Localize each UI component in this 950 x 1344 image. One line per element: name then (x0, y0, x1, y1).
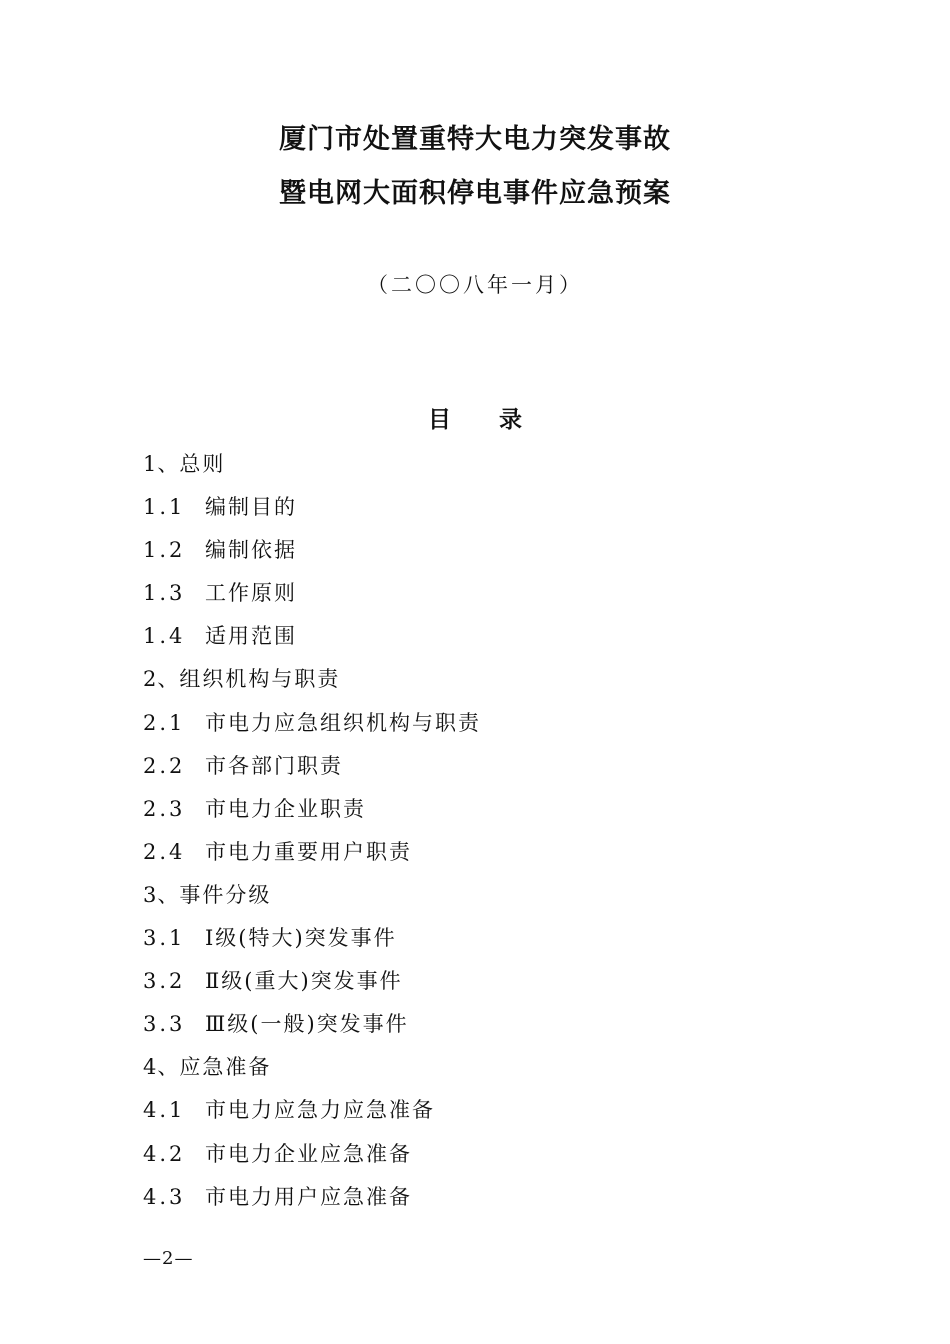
toc-item-number: 3、 (143, 882, 180, 907)
toc-item (143, 834, 843, 877)
toc-item (143, 661, 843, 704)
page-number: —2— (143, 1248, 194, 1269)
toc-item-number: 2.1 (143, 710, 186, 735)
toc-item-text: 市各部门职责 (205, 753, 343, 778)
toc-item (143, 877, 843, 920)
toc-item-number: 3.2 (143, 969, 186, 994)
toc-item (143, 1092, 843, 1135)
table-of-contents (143, 446, 843, 1222)
toc-item-number: 4.3 (143, 1184, 186, 1209)
toc-item-text: 市电力用户应急准备 (205, 1184, 412, 1209)
toc-item-number: 1.2 (143, 538, 186, 563)
toc-item (143, 489, 843, 532)
toc-item (143, 618, 843, 661)
toc-item-text: Ⅱ级(重大)突发事件 (205, 969, 403, 994)
toc-item-number: 1.4 (143, 624, 186, 649)
toc-item-text: 应急准备 (179, 1055, 272, 1080)
toc-item-text: 总则 (179, 452, 226, 476)
toc-item-text: 市电力应急力应急准备 (205, 1098, 435, 1123)
toc-item-text: 市电力企业应急准备 (205, 1141, 412, 1166)
toc-item (143, 575, 843, 618)
toc-item-text: 适用范围 (205, 624, 297, 649)
toc-item (143, 1049, 843, 1092)
toc-item (143, 1136, 843, 1179)
toc-heading-char-2: 录 (499, 407, 522, 433)
toc-item-number: 4、 (143, 1055, 180, 1080)
toc-item-text: Ⅲ级(一般)突发事件 (205, 1012, 409, 1037)
toc-item-number: 2.2 (143, 753, 186, 778)
toc-item-text: Ⅰ级(特大)突发事件 (205, 926, 397, 951)
toc-heading (0, 402, 950, 438)
toc-item (143, 532, 843, 575)
toc-item (143, 748, 843, 791)
toc-item-number: 4.2 (143, 1141, 186, 1166)
toc-item-text: 事件分级 (179, 882, 272, 907)
toc-item (143, 920, 843, 963)
toc-item-text: 工作原则 (205, 581, 297, 606)
toc-item-number: 1、 (143, 452, 180, 476)
toc-item (143, 791, 843, 834)
toc-item-text: 编制目的 (205, 495, 297, 520)
document-title-line-1: 厦门市处置重特大电力突发事故 (279, 124, 671, 155)
toc-item-number: 4.1 (143, 1098, 186, 1123)
toc-item-number: 3.1 (143, 926, 186, 951)
toc-item-number: 1.3 (143, 581, 186, 606)
toc-item (143, 963, 843, 1006)
toc-item (143, 446, 843, 489)
toc-item-number: 3.3 (143, 1012, 186, 1037)
toc-item-text: 市电力重要用户职责 (205, 839, 412, 864)
toc-item-number: 1.1 (143, 495, 186, 520)
document-date: （二〇〇八年一月） (367, 273, 583, 297)
toc-item-number: 2、 (143, 667, 180, 692)
toc-heading-char-1: 目 (428, 407, 451, 433)
document-title-line-2: 暨电网大面积停电事件应急预案 (279, 178, 671, 209)
toc-item (143, 705, 843, 748)
toc-item (143, 1179, 843, 1222)
toc-item-text: 组织机构与职责 (179, 667, 341, 692)
toc-item (143, 1006, 843, 1049)
toc-item-text: 市电力应急组织机构与职责 (205, 710, 481, 735)
toc-item-number: 2.3 (143, 796, 186, 821)
toc-item-text: 编制依据 (205, 538, 297, 563)
toc-item-number: 2.4 (143, 839, 186, 864)
toc-item-text: 市电力企业职责 (205, 796, 366, 821)
